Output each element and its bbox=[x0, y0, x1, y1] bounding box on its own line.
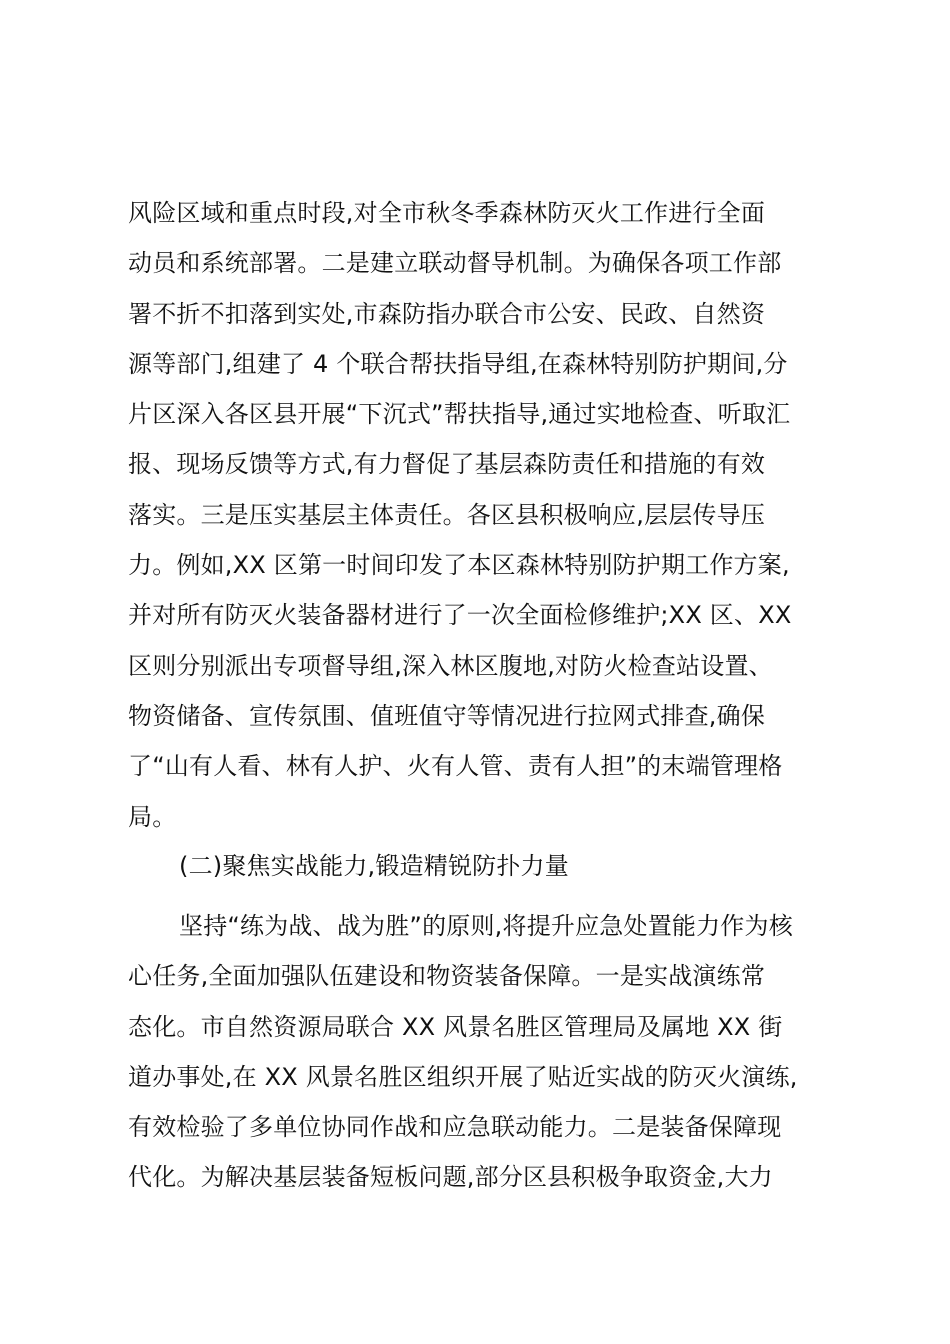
text-line: 有效检验了多单位协同作战和应急联动能力。二是装备保障现 bbox=[128, 1113, 782, 1142]
text-line: 片区深入各区县开展“下沉式”帮扶指导,通过实地检查、听取汇 bbox=[128, 400, 791, 429]
body-paragraph-2 bbox=[128, 901, 828, 1203]
text-line: 动员和系统部署。二是建立联动督导机制。为确保各项工作部 bbox=[128, 249, 782, 278]
text-line: 落实。三是压实基层主体责任。各区县积极响应,层层传导压 bbox=[128, 500, 766, 529]
text-line: 报、现场反馈等方式,有力督促了基层森防责任和措施的有效 bbox=[128, 450, 766, 479]
text-line: 风险区域和重点时段,对全市秋冬季森林防灭火工作进行全面 bbox=[128, 199, 766, 227]
text-line: 态化。市自然资源局联合 XX 风景名胜区管理局及属地 XX 街 bbox=[128, 1012, 783, 1041]
text-line: 源等部门,组建了 4 个联合帮扶指导组,在森林特别防护期间,分 bbox=[128, 349, 788, 378]
section-heading bbox=[128, 841, 828, 891]
section-heading-text: (二)聚焦实战能力,锻造精锐防扑力量 bbox=[179, 852, 569, 880]
text-line: 局。 bbox=[128, 802, 177, 831]
text-line: 署不折不扣落到实处,市森防指办联合市公安、民政、自然资 bbox=[128, 299, 766, 328]
text-line: 坚持“练为战、战为胜”的原则,将提升应急处置能力作为核 bbox=[179, 912, 793, 940]
text-line: 了“山有人看、林有人护、火有人管、责有人担”的末端管理格 bbox=[128, 752, 783, 781]
text-line: 道办事处,在 XX 风景名胜区组织开展了贴近实战的防灭火演练, bbox=[128, 1062, 798, 1091]
text-line: 区则分别派出专项督导组,深入林区腹地,对防火检查站设置、 bbox=[128, 651, 773, 680]
body-paragraph-1 bbox=[128, 188, 828, 842]
text-line: 代化。为解决基层装备短板问题,部分区县积极争取资金,大力 bbox=[128, 1163, 773, 1192]
text-line: 物资储备、宣传氛围、值班值守等情况进行拉网式排查,确保 bbox=[128, 701, 766, 730]
text-line: 力。例如,XX 区第一时间印发了本区森林特别防护期工作方案, bbox=[128, 551, 790, 580]
text-line: 并对所有防灭火装备器材进行了一次全面检修维护;XX 区、XX bbox=[128, 601, 792, 630]
text-line: 心任务,全面加强队伍建设和物资装备保障。一是实战演练常 bbox=[128, 962, 766, 991]
